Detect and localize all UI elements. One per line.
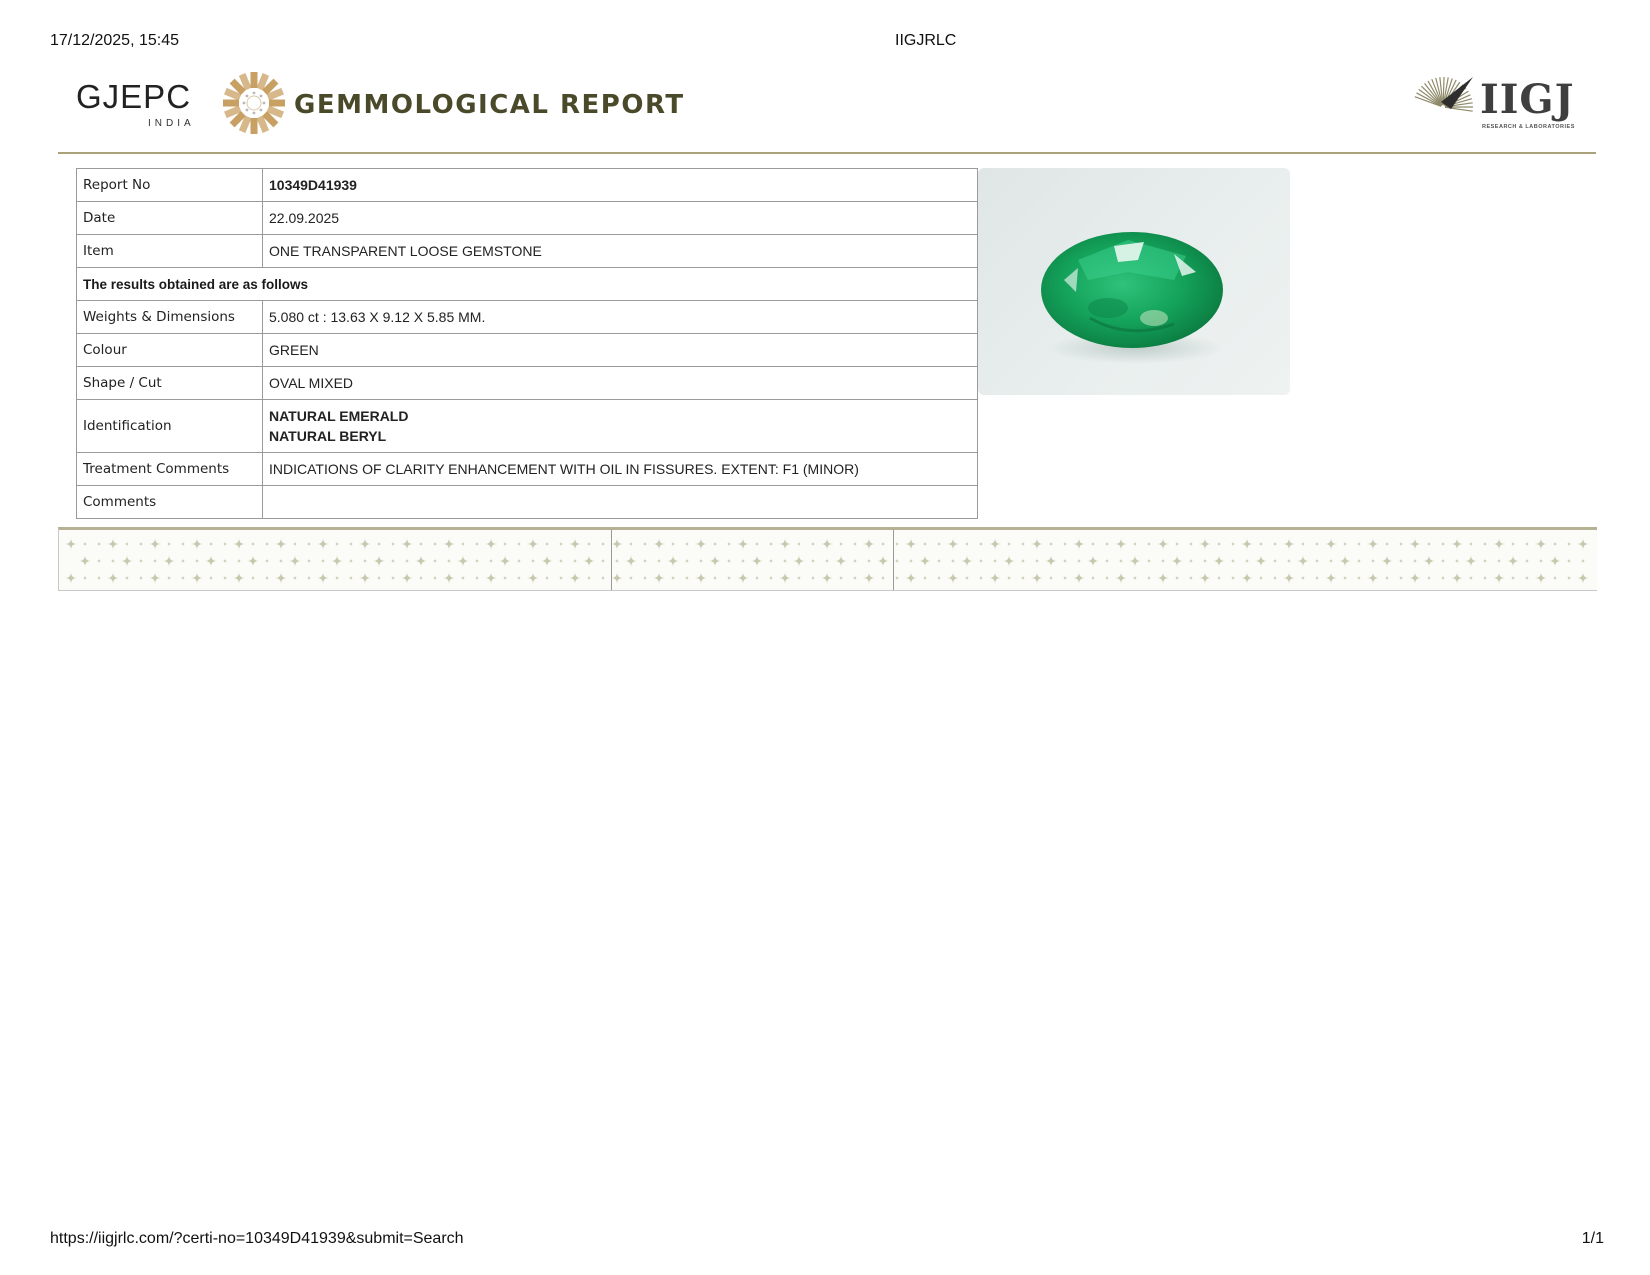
results-section-heading: The results obtained are as follows: [77, 268, 978, 301]
print-footer: [0, 1230, 1650, 1252]
identification-line: NATURAL EMERALD: [269, 408, 409, 424]
row-label: Weights & Dimensions: [77, 301, 263, 334]
table-row: [77, 453, 978, 486]
date-value: 22.09.2025: [263, 202, 978, 235]
table-row: [77, 301, 978, 334]
emerald-gemstone-icon: [978, 168, 1290, 395]
table-row: [77, 235, 978, 268]
report-header: [58, 62, 1596, 154]
gjepc-logo: [76, 70, 286, 140]
row-label: Item: [77, 235, 263, 268]
table-row: [77, 400, 978, 453]
pattern-divider: [611, 530, 612, 590]
row-label: Comments: [77, 486, 263, 519]
print-url: https://iigjrlc.com/?certi-no=10349D41939&submit=Search: [50, 1230, 464, 1247]
row-label: Report No: [77, 169, 263, 202]
iigj-logo-subtext: RESEARCH & LABORATORIES: [1482, 124, 1575, 130]
row-label: Date: [77, 202, 263, 235]
print-page-title: IIGJRLC: [895, 32, 957, 49]
report-title: GEMMOLOGICAL REPORT: [294, 90, 685, 120]
starburst-icon: [1408, 72, 1478, 142]
sparkle-pattern: [59, 530, 1597, 590]
iigj-logo: [1408, 68, 1578, 144]
iigj-logo-text: IIGJ: [1480, 76, 1575, 123]
decorative-pattern-band: [58, 527, 1597, 591]
row-label: Identification: [77, 400, 263, 453]
table-row: [77, 486, 978, 519]
gjepc-logo-text: GJEPC: [76, 78, 192, 115]
print-datetime: 17/12/2025, 15:45: [50, 32, 180, 49]
row-label: Treatment Comments: [77, 453, 263, 486]
identification-value: [263, 400, 978, 453]
identification-line: NATURAL BERYL: [269, 428, 387, 444]
report-number-value: 10349D41939: [263, 169, 978, 202]
table-row: [77, 202, 978, 235]
comments-value: [263, 486, 978, 519]
colour-value: GREEN: [263, 334, 978, 367]
gjepc-logo-subtext: INDIA: [148, 118, 195, 129]
table-row: [77, 367, 978, 400]
table-row: [77, 334, 978, 367]
treatment-comments-value: INDICATIONS OF CLARITY ENHANCEMENT WITH OIL IN FISSURES. EXTENT: F1 (MINOR): [263, 453, 978, 486]
print-page-count: 1/1: [1581, 1230, 1604, 1247]
row-label: Colour: [77, 334, 263, 367]
weights-dimensions-value: 5.080 ct : 13.63 X 9.12 X 5.85 MM.: [263, 301, 978, 334]
pattern-divider: [893, 530, 894, 590]
shape-cut-value: OVAL MIXED: [263, 367, 978, 400]
gem-photo: [978, 168, 1290, 395]
row-label: Shape / Cut: [77, 367, 263, 400]
sunburst-emblem-icon: [221, 70, 287, 136]
table-row: [77, 268, 978, 301]
item-value: ONE TRANSPARENT LOOSE GEMSTONE: [263, 235, 978, 268]
report-table: [76, 168, 978, 519]
table-row: [77, 169, 978, 202]
print-header: [0, 32, 1650, 54]
